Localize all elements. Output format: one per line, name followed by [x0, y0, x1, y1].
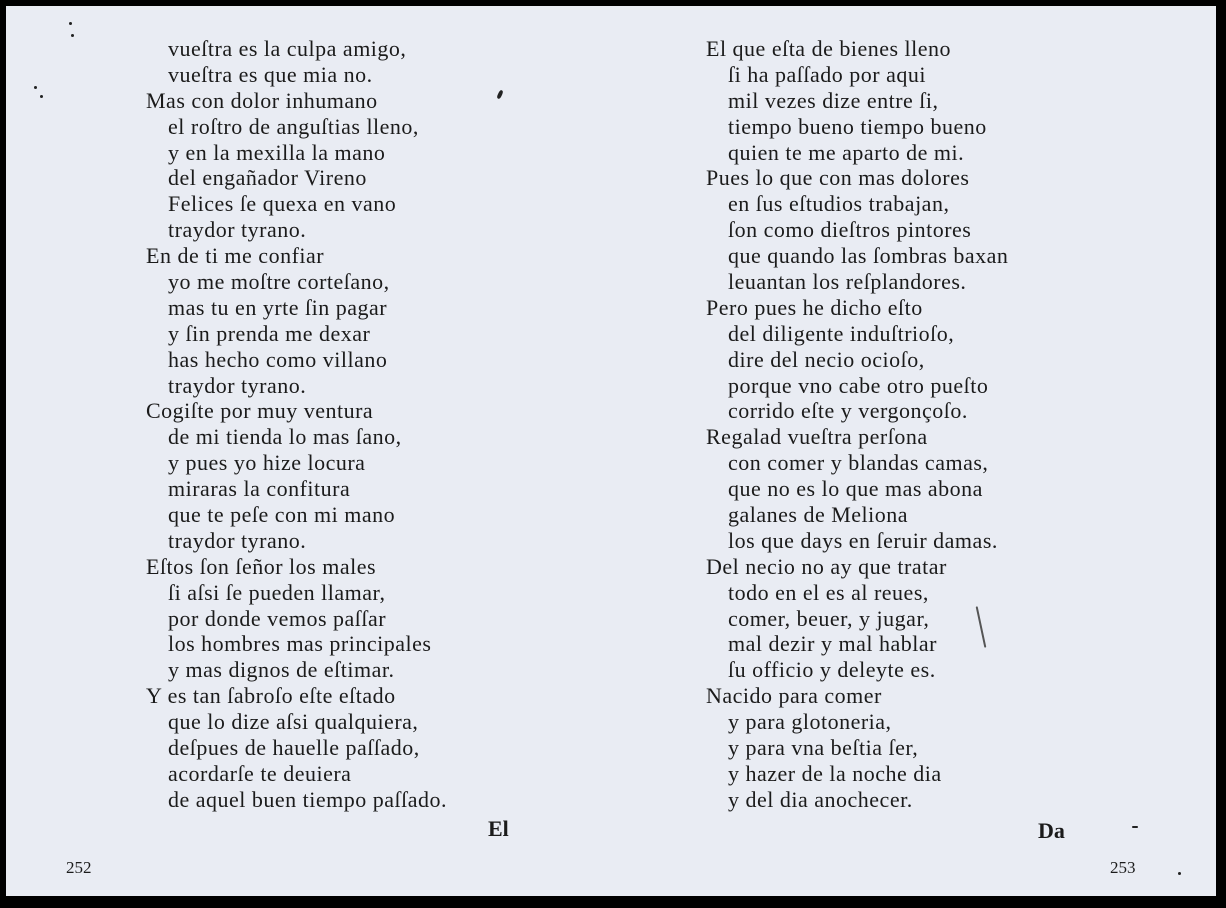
verse-line: ſu officio y deleyte es.	[728, 657, 936, 683]
verse-line: comer, beuer, y jugar,	[728, 605, 930, 631]
verse-line: galanes de Meliona	[728, 502, 909, 528]
verse-line: Nacido para comer	[706, 683, 882, 709]
verse-line: ſi ha paſſado por aqui	[728, 61, 926, 87]
verse-line: que lo dize aſsi qualquiera,	[168, 709, 419, 735]
verse-line: El que eſta de bienes lleno	[706, 36, 952, 61]
verse-line: los que days en ſeruir damas.	[728, 527, 998, 553]
verse-line: y en la mexilla la mano	[168, 139, 386, 165]
verse-line: traydor tyrano.	[168, 527, 307, 553]
left-page-number: 252	[66, 858, 92, 877]
verse-line: Eſtos ſon ſeñor los males	[146, 553, 377, 579]
verse-line: Pues lo que con mas dolores	[706, 165, 970, 191]
verse-line: todo en el es al reues,	[728, 579, 929, 605]
verse-line: que quando las ſombras baxan	[728, 243, 1009, 269]
verse-line: y del dia anochecer.	[728, 786, 913, 812]
verse-line: tiempo bueno tiempo bueno	[728, 113, 987, 139]
ink-speck	[40, 95, 43, 98]
verse-line: y para vna beſtia ſer,	[728, 735, 919, 761]
verse-line: Del necio no ay que tratar	[706, 553, 947, 579]
verse-line: Cogiſte por muy ventura	[146, 398, 374, 424]
verse-line: el roſtro de anguſtias lleno,	[168, 113, 419, 139]
verse-line: yo me moſtre corteſano,	[168, 269, 390, 295]
verse-line: por donde vemos paſſar	[168, 605, 387, 631]
verse-line: y para glotoneria,	[728, 709, 892, 735]
verse-line: corrido eſte y vergonçoſo.	[728, 398, 968, 424]
verse-line: y mas dignos de eſtimar.	[168, 657, 395, 683]
verse-line: Felices ſe quexa en vano	[168, 191, 397, 217]
verse-line: traydor tyrano.	[168, 217, 307, 243]
ink-speck	[34, 86, 37, 89]
right-page-text	[706, 36, 1008, 813]
verse-line: acordarſe te deuiera	[168, 760, 352, 786]
verse-line: los hombres mas principales	[168, 631, 432, 657]
verse-line: Pero pues he dicho eſto	[706, 294, 923, 320]
verse-line: y ſin prenda me dexar	[168, 320, 371, 346]
left-page-text	[146, 36, 447, 813]
book-spread	[6, 6, 1216, 896]
verse-line: Regalad vueſtra perſona	[706, 424, 928, 450]
ink-speck	[1178, 872, 1181, 875]
verse-line: En de ti me confiar	[146, 243, 325, 269]
verse-line: traydor tyrano.	[168, 372, 307, 398]
verse-line: mas tu en yrte ſin pagar	[168, 294, 388, 320]
verse-line: dire del necio ocioſo,	[728, 346, 925, 372]
verse-line: en ſus eſtudios trabajan,	[728, 191, 950, 217]
verse-line: porque vno cabe otro pueſto	[728, 372, 989, 398]
verse-line: y pues yo hize locura	[168, 450, 366, 476]
verse-line: deſpues de hauelle paſſado,	[168, 735, 420, 761]
left-catchword: El	[488, 816, 509, 841]
right-catchword: Da	[1038, 818, 1065, 843]
verse-line: del engañador Vireno	[168, 165, 367, 191]
verse-line: mil vezes dize entre ſi,	[728, 87, 939, 113]
ink-speck	[69, 22, 72, 25]
verse-line: Y es tan ſabroſo eſte eſtado	[146, 683, 396, 709]
verse-line: ſon como dieſtros pintores	[728, 217, 972, 243]
ink-speck	[71, 34, 74, 37]
ink-speck	[1132, 826, 1138, 828]
verse-line: vueſtra es la culpa amigo,	[168, 36, 407, 61]
verse-line: miraras la confitura	[168, 476, 351, 502]
verse-line: has hecho como villano	[168, 346, 388, 372]
verse-line: leuantan los reſplandores.	[728, 269, 967, 295]
right-page-number: 253	[1110, 858, 1136, 877]
verse-line: de aquel buen tiempo paſſado.	[168, 786, 448, 812]
ink-speck	[496, 90, 503, 100]
verse-line: quien te me aparto de mi.	[728, 139, 965, 165]
verse-line: Mas con dolor inhumano	[146, 87, 378, 113]
verse-line: de mi tienda lo mas ſano,	[168, 424, 402, 450]
verse-line: ſi aſsi ſe pueden llamar,	[168, 579, 386, 605]
verse-line: vueſtra es que mia no.	[168, 61, 373, 87]
verse-line: que no es lo que mas abona	[728, 476, 983, 502]
verse-line: del diligente induſtrioſo,	[728, 320, 955, 346]
verse-line: mal dezir y mal hablar	[728, 631, 937, 657]
verse-line: y hazer de la noche dia	[728, 760, 942, 786]
verse-line: con comer y blandas camas,	[728, 450, 989, 476]
verse-line: que te peſe con mi mano	[168, 502, 396, 528]
